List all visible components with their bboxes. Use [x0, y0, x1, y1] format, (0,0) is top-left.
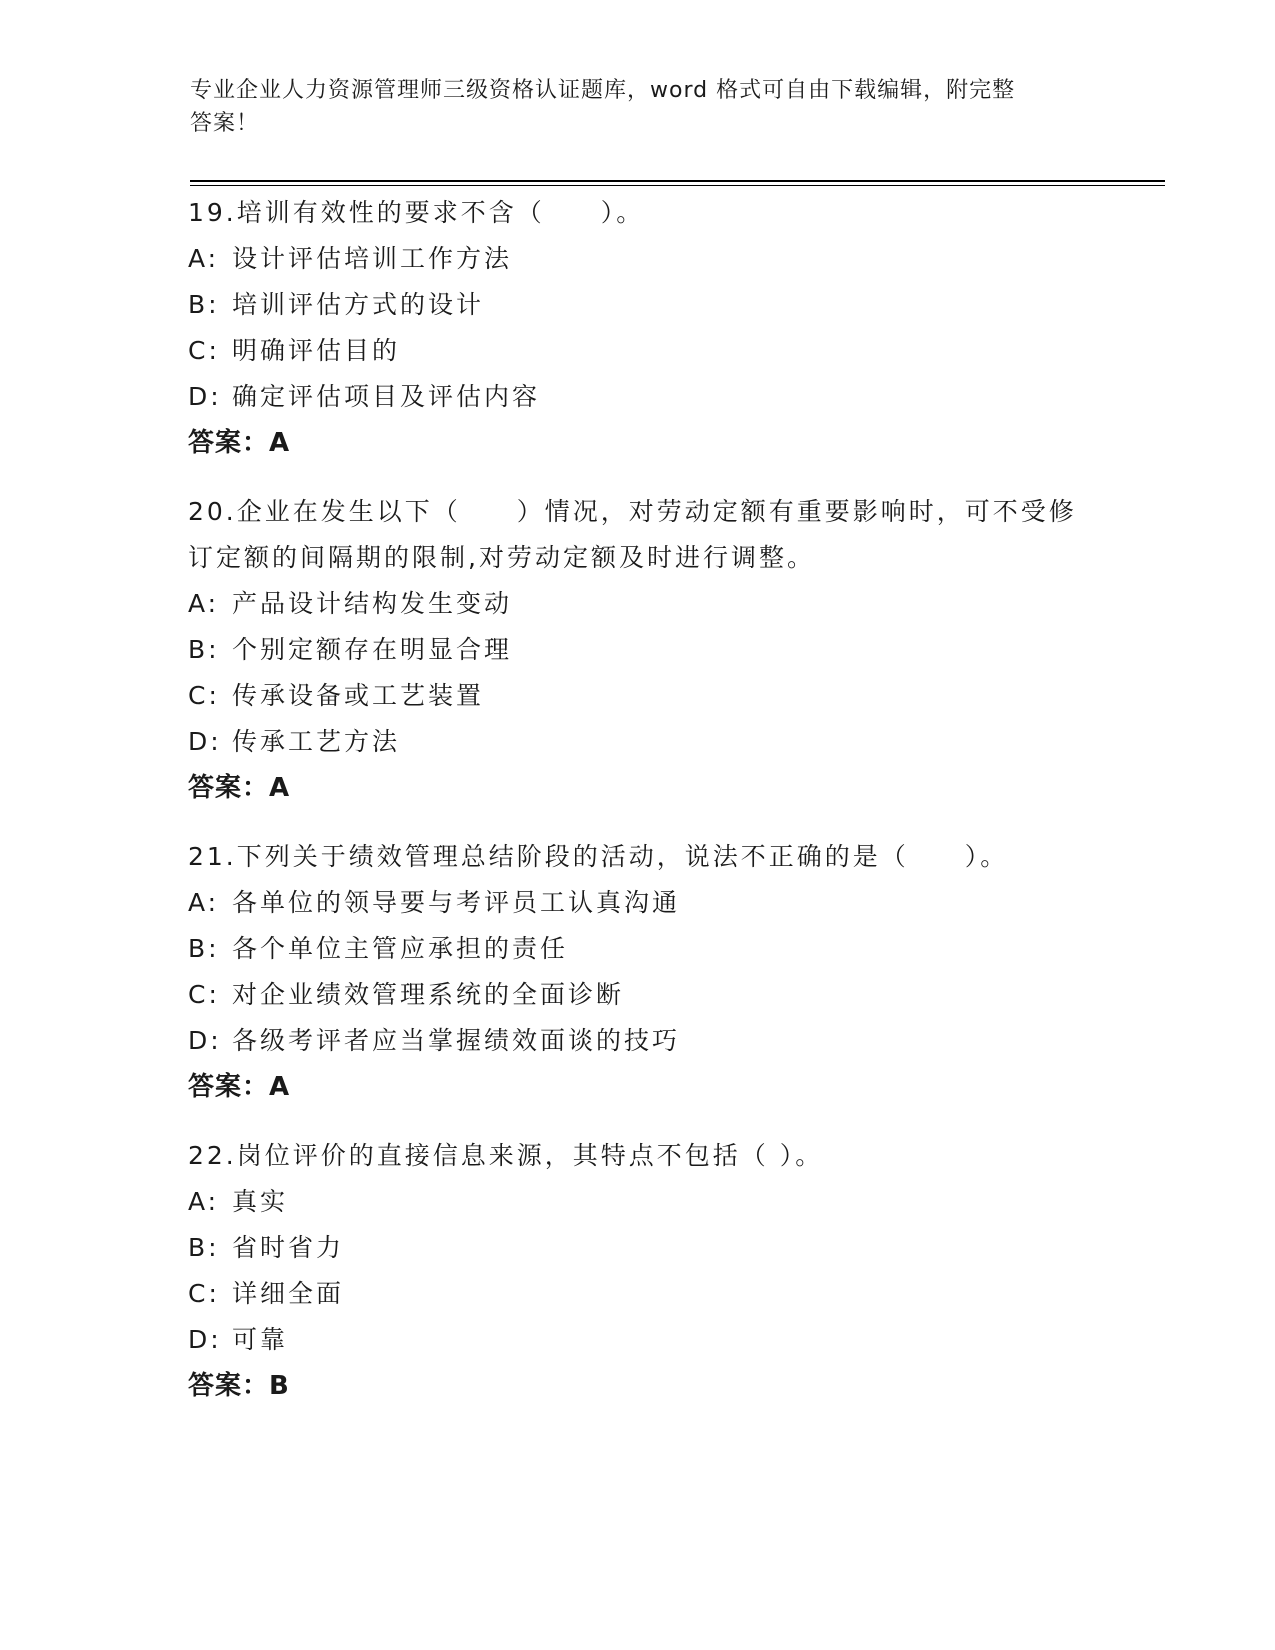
option-text: 确定评估项目及评估内容 [232, 382, 541, 411]
option-letter: D: [188, 727, 222, 756]
header-line-1: 专业企业人力资源管理师三级资格认证题库，word 格式可自由下载编辑，附完整 [190, 78, 1016, 103]
option-letter: A: [188, 244, 220, 273]
answer: 答案：A [188, 773, 291, 803]
question-20 [188, 489, 1088, 811]
answer: 答案：B [188, 1371, 290, 1401]
option-text: 传承工艺方法 [232, 727, 401, 756]
question-19 [188, 190, 1088, 466]
option-letter: A: [188, 888, 220, 917]
option-letter: C: [188, 980, 220, 1009]
option-text: 详细全面 [232, 1279, 345, 1308]
option-c [188, 1271, 1088, 1317]
option-text: 个别定额存在明显合理 [232, 635, 513, 664]
option-b [188, 282, 1088, 328]
option-text: 对企业绩效管理系统的全面诊断 [232, 980, 625, 1009]
option-b [188, 1225, 1088, 1271]
option-text: 各个单位主管应承担的责任 [232, 934, 569, 963]
option-letter: B: [188, 290, 220, 319]
option-text: 省时省力 [232, 1233, 345, 1262]
question-stem: 19.培训有效性的要求不含（ ）。 [188, 198, 645, 227]
option-text: 可靠 [232, 1325, 289, 1354]
option-text: 设计评估培训工作方法 [232, 244, 513, 273]
header-divider-thin [190, 185, 1165, 186]
option-d [188, 719, 1088, 765]
option-text: 真实 [232, 1187, 289, 1216]
option-text: 培训评估方式的设计 [232, 290, 485, 319]
option-c [188, 972, 1088, 1018]
option-letter: D: [188, 1026, 222, 1055]
question-stem: 20.企业在发生以下（ ）情况，对劳动定额有重要影响时，可不受修订定额的间隔期的限制,对劳动定额及时进行调整。 [188, 497, 1077, 572]
option-d [188, 1317, 1088, 1363]
option-text: 各单位的领导要与考评员工认真沟通 [232, 888, 681, 917]
option-b [188, 926, 1088, 972]
answer: 答案：A [188, 1072, 291, 1102]
option-letter: B: [188, 635, 220, 664]
option-letter: D: [188, 382, 222, 411]
question-stem: 21.下列关于绩效管理总结阶段的活动，说法不正确的是（ ）。 [188, 842, 1009, 871]
option-b [188, 627, 1088, 673]
option-letter: A: [188, 589, 220, 618]
question-stem: 22.岗位评价的直接信息来源，其特点不包括（ ）。 [188, 1141, 824, 1170]
option-text: 明确评估目的 [232, 336, 401, 365]
option-text: 产品设计结构发生变动 [232, 589, 513, 618]
document-header [190, 74, 1090, 140]
header-divider-thick [190, 180, 1165, 182]
option-letter: C: [188, 336, 220, 365]
option-a [188, 581, 1088, 627]
option-letter: A: [188, 1187, 220, 1216]
option-a [188, 880, 1088, 926]
header-line-2: 答案！ [190, 111, 260, 136]
option-a [188, 1179, 1088, 1225]
answer: 答案：A [188, 428, 291, 458]
option-c [188, 328, 1088, 374]
option-a [188, 236, 1088, 282]
option-c [188, 673, 1088, 719]
option-letter: C: [188, 681, 220, 710]
question-22 [188, 1133, 1088, 1409]
option-letter: D: [188, 1325, 222, 1354]
option-letter: B: [188, 1233, 220, 1262]
option-d [188, 1018, 1088, 1064]
option-d [188, 374, 1088, 420]
option-letter: C: [188, 1279, 220, 1308]
option-text: 各级考评者应当掌握绩效面谈的技巧 [232, 1026, 681, 1055]
option-text: 传承设备或工艺装置 [232, 681, 485, 710]
option-letter: B: [188, 934, 220, 963]
question-list [188, 190, 1088, 1432]
question-21 [188, 834, 1088, 1110]
